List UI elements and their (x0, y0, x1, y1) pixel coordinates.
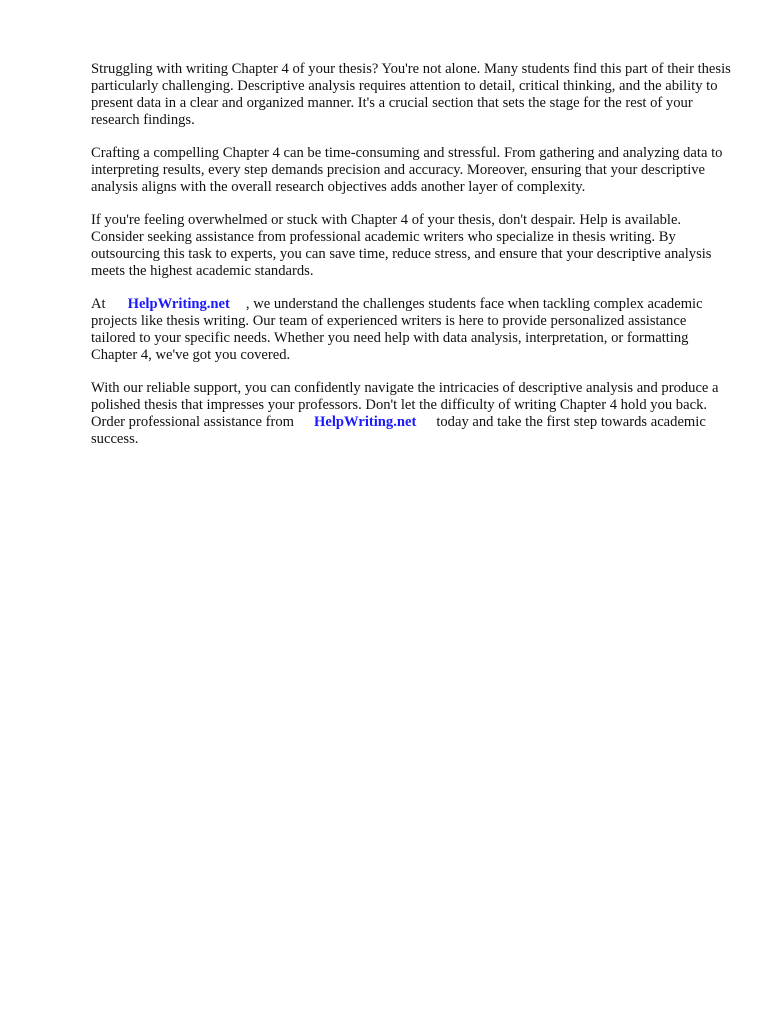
paragraph-text-before-link: At (91, 296, 106, 312)
paragraph-support (91, 380, 731, 448)
document-page (91, 61, 731, 464)
paragraph-text-after-link: today and take the first step towards academic success. (91, 414, 706, 447)
paragraph-crafting: Crafting a compelling Chapter 4 can be time-consuming and stressful. From gathering and analyzing data to interpreting results, every step demands precision and accuracy. Moreover, ensuring that your descriptive analysis aligns with the overall research objectives adds another layer of complexity. (91, 145, 723, 195)
helpwriting-link[interactable]: HelpWriting.net (127, 296, 230, 312)
paragraph-overwhelmed: If you're feeling overwhelmed or stuck with Chapter 4 of your thesis, don't despair. Help is available. Consider seeking assistance from professional academic writers who specialize in thesis writing. By outsourcing this task to experts, you can save time, reduce stress, and ensure that your descriptive analysis meets the highest academic standards. (91, 212, 712, 279)
paragraph-helpwriting (91, 296, 731, 364)
paragraph-intro: Struggling with writing Chapter 4 of your thesis? You're not alone. Many students find this part of their thesis particularly challenging. Descriptive analysis requires attention to detail, critical thinking, and the ability to present data in a clear and organized manner. It's a crucial section that sets the stage for the rest of your research findings. (91, 61, 731, 128)
paragraph-text-before-link: With our reliable support, you can confidently navigate the intricacies of descriptive analysis and produce a polished thesis that impresses your professors. Don't let the difficulty of writing Chapter 4 hold you back. Order professional assistance from (91, 380, 719, 430)
helpwriting-link-2[interactable]: HelpWriting.net (314, 414, 417, 430)
paragraph-text-after-link: , we understand the challenges students face when tackling complex academic projects like thesis writing. Our team of experienced writers is here to provide personalized assistance tailored to your specific needs. Whether you need help with data analysis, interpretation, or formatting Chapter 4, we've got you covered. (91, 296, 703, 363)
